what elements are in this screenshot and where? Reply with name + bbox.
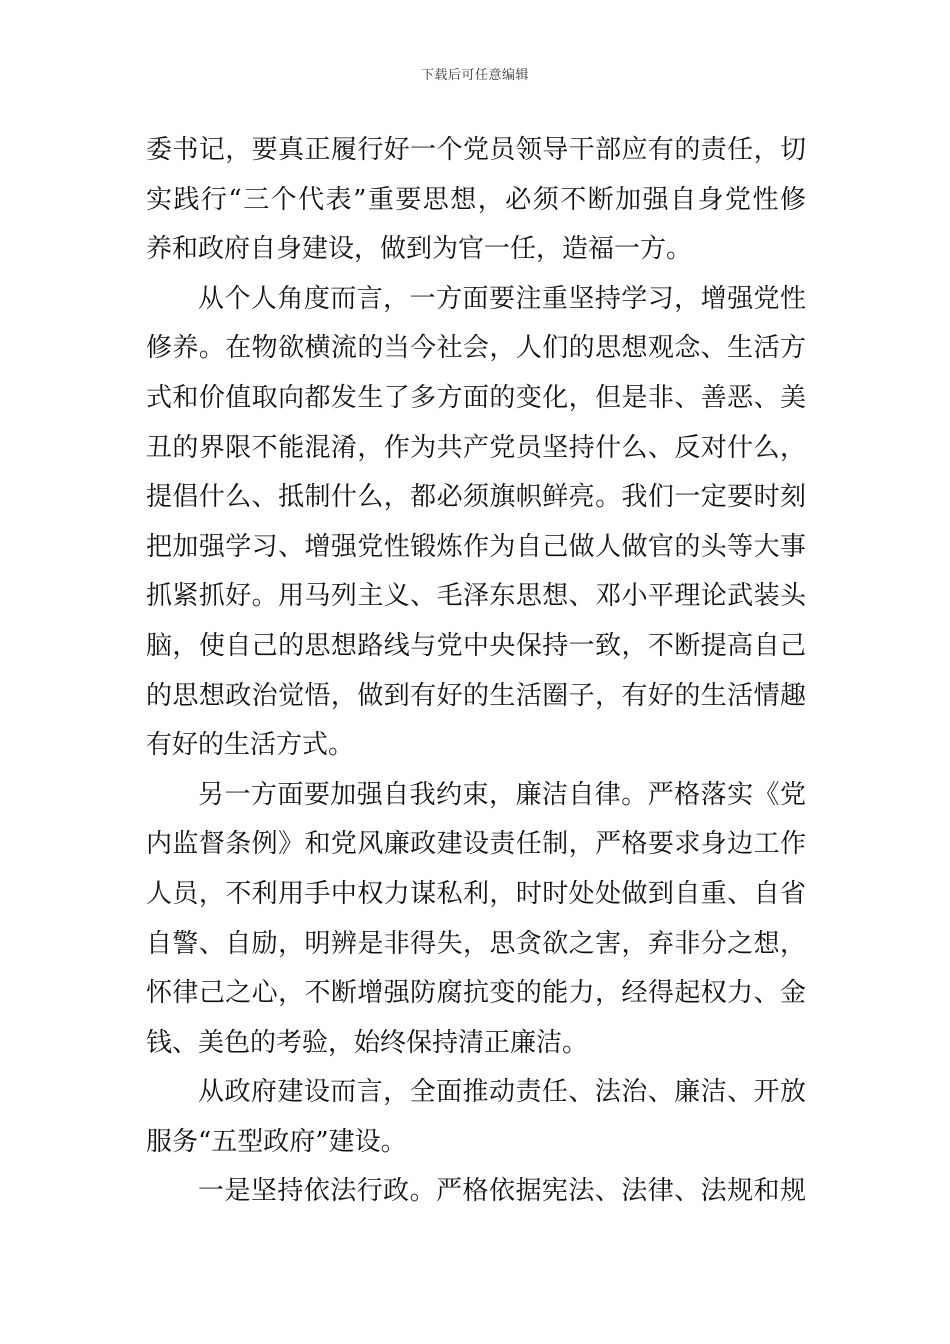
text-line: 脑，使自己的思想路线与党中央保持一致，不断提高自己 [146, 630, 806, 661]
text-line: 委书记，要真正履行好一个党员领导干部应有的责任，切 [146, 135, 806, 165]
page-header-note: 下载后可任意编辑 [420, 68, 529, 83]
text-line: 自警、自励，明辨是非得失，思贪欲之害，弃非分之想， [146, 928, 806, 959]
text-line: 一是坚持依法行政。严格依据宪法、法律、法规和规 [198, 1176, 806, 1207]
text-line: 抓紧抓好。用马列主义、毛泽东思想、邓小平理论武装头 [146, 581, 806, 612]
text-line: 修养。在物欲横流的当今社会，人们的思想观念、生活方 [146, 333, 806, 364]
text-line: 从政府建设而言，全面推动责任、法治、廉洁、开放 [198, 1077, 806, 1108]
text-line: 内监督条例》和党风廉政建设责任制，严格要求身边工作 [146, 829, 806, 860]
document-body [146, 126, 806, 1217]
text-line: 的思想政治觉悟，做到有好的生活圈子，有好的生活情趣 [146, 680, 806, 711]
text-line: 服务“五型政府”建设。 [146, 1126, 407, 1157]
text-line: 养和政府自身建设，做到为官一任，造福一方。 [146, 234, 693, 265]
text-line: 从个人角度而言，一方面要注重坚持学习，增强党性 [198, 283, 806, 314]
text-line: 丑的界限不能混淆，作为共产党员坚持什么、反对什么， [146, 432, 806, 463]
text-line: 人员，不利用手中权力谋私利，时时处处做到自重、自省 [146, 878, 806, 909]
text-line: 怀律己之心，不断增强防腐抗变的能力，经得起权力、金 [146, 978, 806, 1009]
text-line: 另一方面要加强自我约束，廉洁自律。严格落实《党 [198, 779, 806, 810]
text-line: 提倡什么、抵制什么，都必须旗帜鲜亮。我们一定要时刻 [146, 482, 806, 513]
text-line: 把加强学习、增强党性锻炼作为自己做人做官的头等大事 [146, 531, 806, 562]
text-line: 实践行“三个代表”重要思想，必须不断加强自身党性修 [146, 184, 806, 215]
text-line: 式和价值取向都发生了多方面的变化，但是非、善恶、美 [146, 382, 806, 413]
text-line: 有好的生活方式。 [146, 730, 355, 761]
text-line: 钱、美色的考验，始终保持清正廉洁。 [146, 1027, 589, 1058]
